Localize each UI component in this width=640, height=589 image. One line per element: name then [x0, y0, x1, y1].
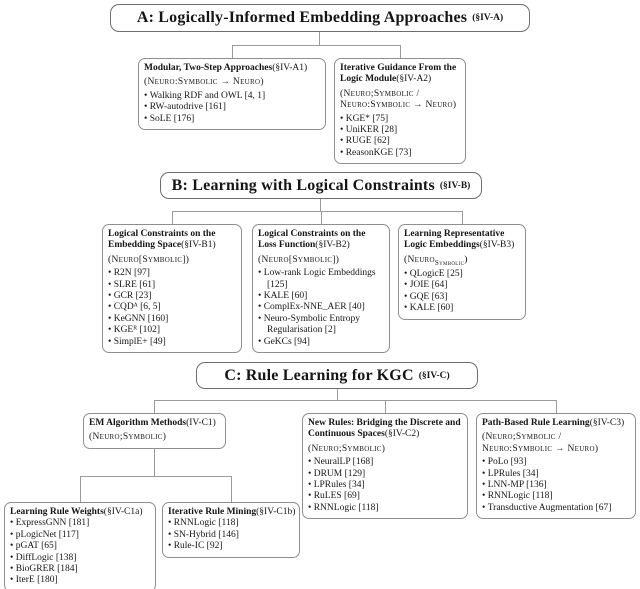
box-b3-paradigm-sub: Symbolic — [434, 258, 465, 267]
box-a2-ref: (§IV-A2) — [396, 74, 432, 85]
method-item: • SLRE [61] — [108, 280, 236, 291]
box-b3-title: Learning Representative Logic Embeddings — [404, 229, 505, 251]
section-b-ref: (§IV-B) — [439, 180, 471, 191]
box-a1-items — [144, 91, 320, 125]
box-c1a-ref: (§IV-C1a) — [103, 507, 143, 517]
box-a2-paradigm: (Neuro;Symbolic / Neuro:Symbolic → Neuro) — [340, 88, 457, 111]
connector — [556, 400, 557, 414]
method-item: • Low-rank Logic Embeddings [125] — [258, 268, 384, 291]
method-item: • GQE [63] — [404, 292, 520, 303]
method-item: • SimplE+ [49] — [108, 337, 236, 348]
box-b2-ref: (§IV-B2) — [315, 240, 350, 251]
connector — [172, 211, 173, 225]
box-b2-items — [258, 268, 384, 348]
method-item: • IterE [180] — [10, 575, 150, 586]
method-item: • pGAT [65] — [10, 541, 150, 552]
connector — [231, 476, 232, 503]
method-item: • KALE [60] — [258, 291, 384, 302]
method-item: • LNN-MP [136] — [482, 480, 630, 491]
box-b1-paradigm: (Neuro[Symbolic]) — [108, 254, 190, 265]
method-item: • Walking RDF and OWL [4, 1] — [144, 91, 320, 102]
box-new-rules-discrete-continuous — [302, 413, 468, 519]
box-c2-paradigm: (Neuro;Symbolic) — [308, 443, 386, 454]
method-item: • RUGE [62] — [340, 136, 460, 147]
box-a2-header — [340, 63, 460, 86]
box-iterative-rule-mining — [162, 502, 300, 558]
method-item: • GeKCs [94] — [258, 337, 384, 348]
method-item: • GCR [23] — [108, 291, 236, 302]
section-c-title: C: Rule Learning for KGC — [224, 366, 414, 384]
box-c1b-ref: (§IV-C1b) — [256, 507, 296, 517]
method-item: • CQDᴬ [6, 5] — [108, 302, 236, 313]
box-c2-header — [308, 418, 462, 441]
connector — [232, 45, 233, 59]
method-item: • DRUM [129] — [308, 469, 462, 480]
box-a2-items — [340, 114, 460, 160]
box-c1-paradigm: (Neuro;Symbolic) — [89, 432, 167, 443]
box-c1-ref: (IV-C1) — [186, 418, 216, 428]
box-c3-header — [482, 418, 630, 429]
method-item: • DiffLogic [138] — [10, 553, 150, 564]
method-item: • SoLE [176] — [144, 114, 320, 125]
method-item: • Transductive Augmentation [67] — [482, 503, 630, 514]
connector — [80, 476, 81, 503]
section-a-title-box — [110, 4, 530, 32]
box-a1-ref: (§IV-A1) — [272, 63, 308, 73]
section-c-ref: (§IV-C) — [418, 370, 450, 381]
section-a-title: A: Logically-Informed Embedding Approaches — [136, 9, 468, 26]
connector — [462, 211, 463, 225]
method-item: • KGE* [75] — [340, 114, 460, 125]
box-c2-ref: (§IV-C2) — [384, 429, 420, 440]
box-a1-title: Modular, Two-Step Approaches — [144, 63, 273, 73]
box-c1a-items — [10, 518, 150, 586]
box-modular-two-step — [138, 58, 326, 130]
box-representative-logic-embeddings — [398, 224, 526, 320]
box-b3-paradigm-post: ) — [464, 254, 468, 265]
connector — [400, 45, 401, 59]
box-constraints-embedding-space — [102, 224, 242, 353]
method-item: • R2N [97] — [108, 268, 236, 279]
connector — [232, 45, 401, 46]
method-item: • BioGRER [184] — [10, 564, 150, 575]
box-em-algorithm-methods — [83, 413, 226, 449]
method-item: • UniKER [28] — [340, 125, 460, 136]
method-item: • SN-Hybrid [146] — [168, 530, 294, 541]
box-c1a-title: Learning Rule Weights — [10, 507, 104, 517]
method-item: • ComplEx-NNE_AER [40] — [258, 302, 384, 313]
box-c1b-title: Iterative Rule Mining — [168, 507, 257, 517]
method-item: • ReasonKGE [73] — [340, 148, 460, 159]
box-b2-paradigm: (Neuro[Symbolic]) — [258, 254, 340, 265]
method-item: • ExpressGNN [181] — [10, 518, 150, 529]
box-c1-header — [89, 418, 220, 429]
box-c1a-header — [10, 507, 150, 518]
box-b3-items — [404, 269, 520, 315]
method-item: • PoLo [93] — [482, 457, 630, 468]
method-item: • NeuralLP [168] — [308, 457, 462, 468]
method-item: • KeGNN [160] — [108, 314, 236, 325]
method-item: • LPRules [34] — [308, 480, 462, 491]
box-b1-items — [108, 268, 236, 348]
method-item: • RuLES [69] — [308, 491, 462, 502]
method-item: • Neuro-Symbolic Entropy Regularisation [2] — [258, 314, 384, 337]
method-item: • KGEᴿ [102] — [108, 325, 236, 336]
method-item: • RNNLogic [118] — [308, 503, 462, 514]
box-c2-title: New Rules: Bridging the Discrete and Continuous Spaces — [308, 418, 461, 440]
connector — [154, 400, 155, 414]
box-c1-title: EM Algorithm Methods — [89, 418, 187, 428]
box-constraints-loss-function — [252, 224, 390, 353]
box-b3-ref: (§IV-B3) — [479, 240, 515, 251]
connector — [385, 400, 386, 414]
box-c3-paradigm: (Neuro;Symbolic / Neuro:Symbolic → Neuro) — [482, 432, 599, 454]
box-c1b-header — [168, 507, 294, 518]
box-b2-title: Logical Constraints on the Loss Function — [258, 229, 366, 251]
connector — [321, 211, 322, 225]
box-learning-rule-weights — [4, 502, 156, 589]
box-c3-ref: (§IV-C3) — [589, 418, 625, 428]
method-item: • RNNLogic [118] — [168, 518, 294, 529]
box-c3-items — [482, 457, 630, 514]
box-b3-paradigm — [404, 255, 520, 267]
method-item: • pLogicNet [117] — [10, 530, 150, 541]
connector — [80, 476, 232, 477]
box-a2-title: Iterative Guidance From the Logic Module — [340, 63, 457, 85]
box-b3-header — [404, 229, 520, 252]
box-b1-title: Logical Constraints on the Embedding Space — [108, 229, 216, 251]
section-c-title-box — [196, 362, 478, 389]
box-iterative-guidance — [334, 58, 466, 164]
section-a-ref: (§IV-A) — [472, 13, 504, 23]
section-b-title-box — [160, 172, 482, 199]
connector — [319, 32, 320, 46]
method-item: • RW-autodrive [161] — [144, 102, 320, 113]
box-path-based-rule-learning — [476, 413, 636, 519]
box-b1-header — [108, 229, 236, 252]
connector — [172, 211, 463, 212]
box-b3-paradigm-pre: (Neuro — [404, 254, 435, 265]
box-a1-paradigm: (Neuro:Symbolic → Neuro) — [144, 77, 264, 88]
method-item: • KALE [60] — [404, 303, 520, 314]
connector — [154, 446, 155, 477]
method-item: • LPRules [34] — [482, 469, 630, 480]
box-c1b-items — [168, 518, 294, 552]
method-item: • RNNLogic [118] — [482, 491, 630, 502]
method-item: • JOIE [64] — [404, 280, 520, 291]
box-c2-items — [308, 457, 462, 514]
method-item: • QLogicE [25] — [404, 269, 520, 280]
method-item: • Rule-IC [92] — [168, 541, 294, 552]
box-a1-header — [144, 63, 320, 74]
box-b2-header — [258, 229, 384, 252]
box-b1-ref: (§IV-B1) — [181, 240, 216, 251]
section-b-title: B: Learning with Logical Constraints — [171, 176, 435, 194]
connector — [154, 400, 557, 401]
box-c3-title: Path-Based Rule Learning — [482, 418, 590, 428]
